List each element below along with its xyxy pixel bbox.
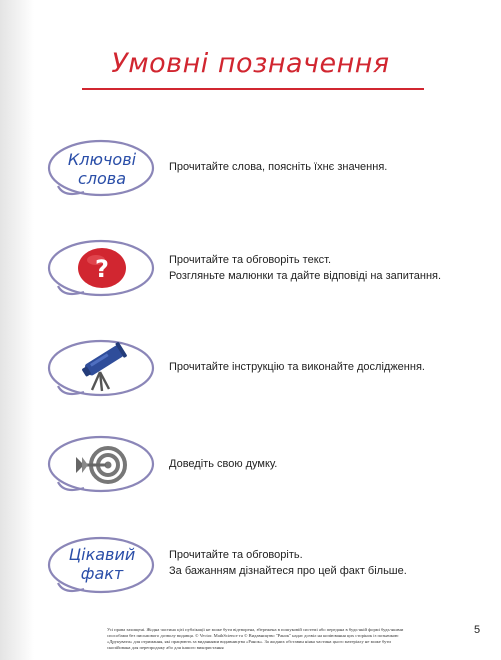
fact-label-line2: факт [80, 564, 124, 583]
page-number: 5 [474, 624, 481, 636]
legend-item-fact [44, 531, 484, 601]
question-description-line2: Розгляньте малюнки та дайте відповіді на запитання. [169, 270, 442, 282]
legend-item-question [44, 234, 484, 304]
telescope-icon [78, 342, 128, 394]
legend-item-keywords [44, 132, 484, 202]
keywords-description [169, 159, 387, 175]
fact-label-line1: Цікавий [68, 545, 136, 564]
keywords-label-line1: Ключові [67, 150, 137, 169]
fact-description-line2: За бажанням дізнайтеся про цей факт більше. [169, 565, 407, 577]
target-icon [74, 440, 130, 488]
question-description-line1: Прочитайте та обговоріть текст. [169, 254, 332, 266]
legend-item-argument [44, 430, 484, 500]
title-underline [82, 88, 424, 90]
page-title: Умовні позначення [111, 48, 390, 79]
keywords-description-line1: Прочитайте слова, поясніть їхнє значення. [169, 161, 388, 173]
keywords-label [56, 150, 148, 188]
legend-item-research [44, 334, 484, 404]
question-icon [77, 246, 127, 290]
svg-text:?: ? [95, 255, 109, 283]
fact-label [56, 545, 148, 583]
research-description [169, 359, 425, 375]
fact-description-line1: Прочитайте та обговоріть. [169, 549, 303, 561]
page-edge-shadow [0, 0, 34, 660]
keywords-label-line2: слова [77, 169, 127, 188]
argument-description-line1: Доведіть свою думку. [169, 458, 278, 470]
research-description-line1: Прочитайте інструкцію та виконайте дослідження. [169, 361, 425, 373]
fact-description [169, 547, 407, 579]
copyright-notice: Усі права захищені. Жодна частина цієї публікації не може бути відтворена, збережена в пошуковій системі або передана в будь-якій формі будь-якими способами без письмового дозволу видавця. © Vector. MathScience та © Видавництво "Ранок" надає дозвіл на копіювання цих сторінок із позначкою «Друкувати» для отримання, які працюють за виданнями видавництва «Ранок». За жодних обставин ніяка частина цього матеріалу не може бути скопійована для перепродажу або для іншого використання [107, 627, 404, 650]
argument-description [169, 456, 277, 472]
question-description [169, 252, 441, 284]
